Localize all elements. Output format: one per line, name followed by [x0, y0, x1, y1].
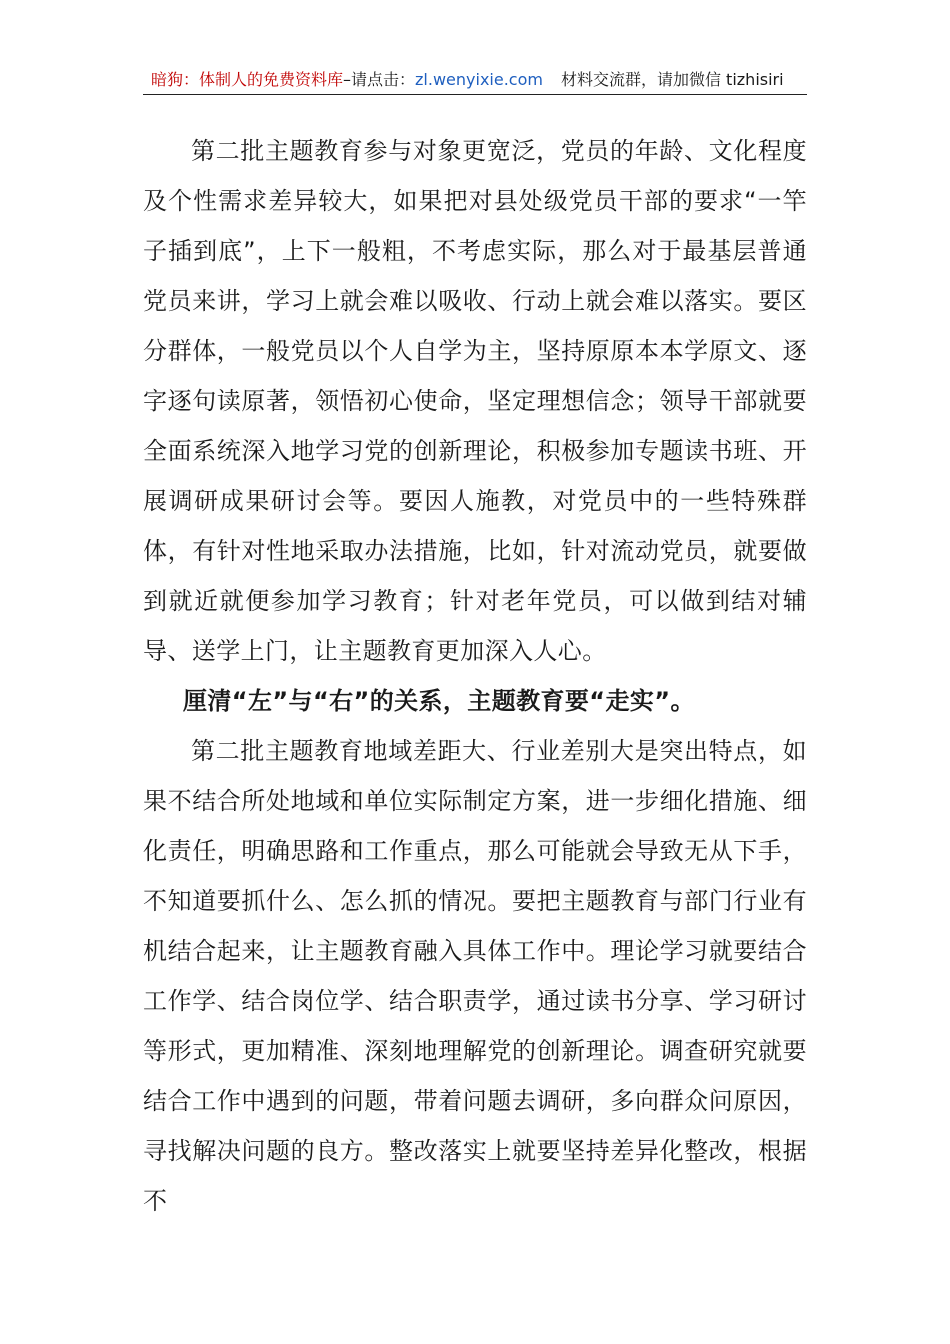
header-wechat-note: 材料交流群，请加微信 tizhisiri [560, 70, 784, 89]
document-body [143, 126, 807, 1226]
paragraph-2: 第二批主题教育地域差距大、行业差别大是突出特点，如果不结合所处地域和单位实际制定方案，进一步细化措施、细化责任，明确思路和工作重点，那么可能就会导致无从下手，不知道要抓什么、怎么抓的情况。要把主题教育与部门行业有机结合起来，让主题教育融入具体工作中。理论学习就要结合工作学、结合岗位学、结合职责学，通过读书分享、学习研讨等形式，更加精准、深刻地理解党的创新理论。调查研究就要结合工作中遇到的问题，带着问题去调研，多向群众问原因，寻找解决问题的良方。整改落实上就要坚持差异化整改，根据不 [143, 737, 807, 1215]
header-brand: 暗狗：体制人的免费资料库 [151, 70, 344, 89]
header-link[interactable]: zl.wenyixie.com [415, 70, 543, 89]
paragraph-1: 第二批主题教育参与对象更宽泛，党员的年龄、文化程度及个性需求差异较大，如果把对县处级党员干部的要求“一竿子插到底”，上下一般粗，不考虑实际，那么对于最基层普通党员来讲，学习上就会难以吸收、行动上就会难以落实。要区分群体，一般党员以个人自学为主，坚持原原本本学原文、逐字逐句读原著，领悟初心使命，坚定理想信念；领导干部就要全面系统深入地学习党的创新理论，积极参加专题读书班、开展调研成果研讨会等。要因人施教，对党员中的一些特殊群体，有针对性地采取办法措施，比如，针对流动党员，就要做到就近就便参加学习教育；针对老年党员，可以做到结对辅导、送学上门，让主题教育更加深入人心。 [143, 137, 807, 665]
section-heading: 厘清“左”与“右”的关系，主题教育要“走实”。 [183, 687, 695, 715]
header-link-prefix: –请点击： [343, 70, 416, 89]
page-header [143, 66, 807, 95]
